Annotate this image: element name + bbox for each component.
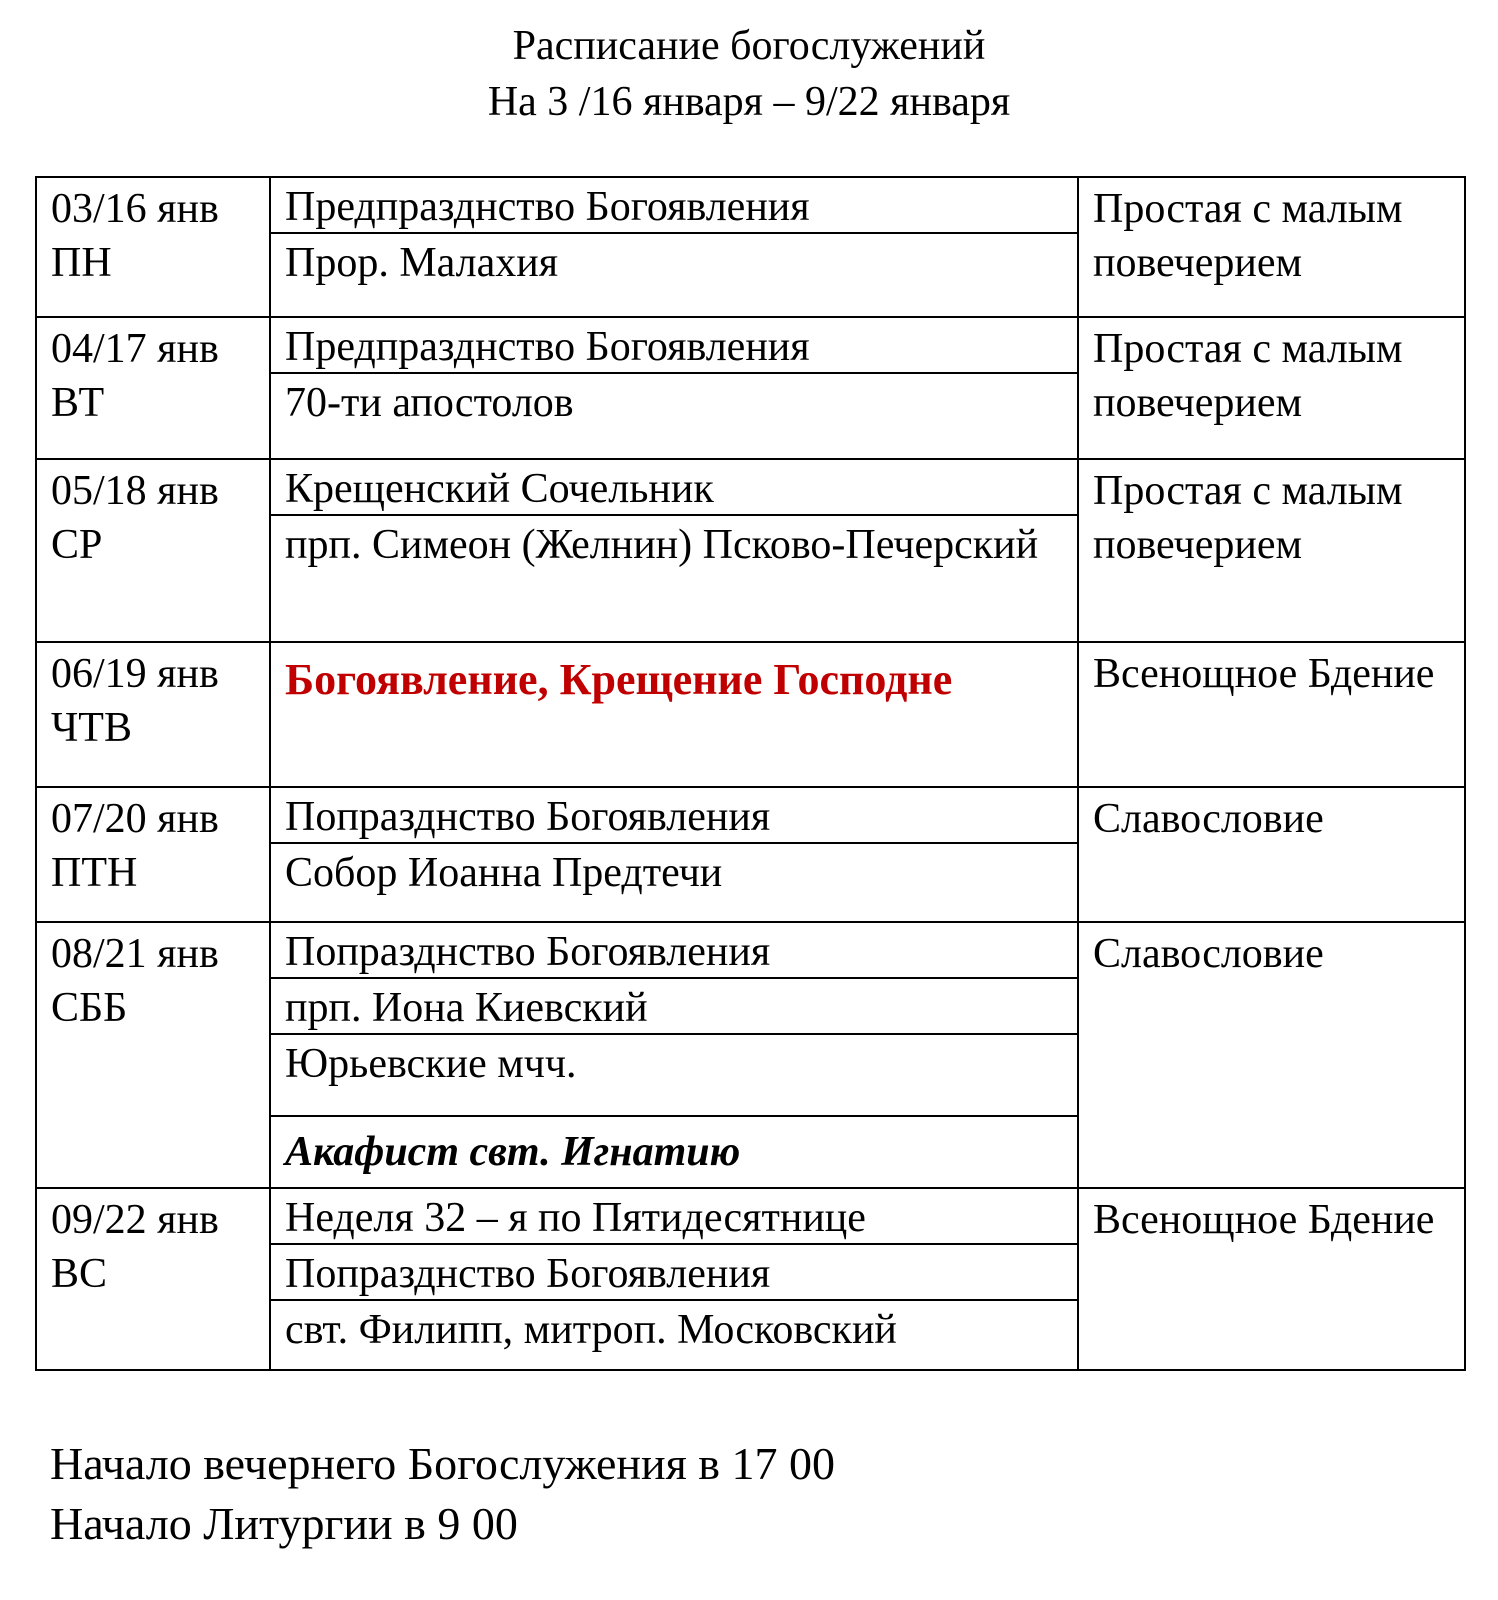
feast-cell bbox=[270, 317, 1078, 459]
date-cell bbox=[36, 1188, 270, 1370]
feast-line: Попразднство Богоявления bbox=[271, 788, 1077, 844]
date-text: 04/17 янв bbox=[51, 326, 219, 372]
liturgy-time: Начало Литургии в 9 00 bbox=[50, 1498, 518, 1549]
date-text: 08/21 янв bbox=[51, 931, 219, 977]
service-cell: Простая с малым повечерием bbox=[1078, 177, 1465, 317]
service-cell: Славословие bbox=[1078, 787, 1465, 922]
great-feast-title: Богоявление, Крещение Господне bbox=[285, 655, 953, 704]
schedule-row bbox=[36, 922, 1465, 1188]
evening-service-time: Начало вечернего Богослужения в 17 00 bbox=[50, 1438, 835, 1489]
feast-cell bbox=[270, 922, 1078, 1188]
weekday-text: СР bbox=[51, 522, 103, 568]
date-cell bbox=[36, 922, 270, 1188]
weekday-text: ВС bbox=[51, 1251, 108, 1297]
schedule-row bbox=[36, 787, 1465, 922]
feast-cell bbox=[270, 177, 1078, 317]
weekday-text: СББ bbox=[51, 985, 128, 1031]
service-cell: Всенощное Бдение bbox=[1078, 1188, 1465, 1370]
feast-cell bbox=[270, 459, 1078, 642]
page-title: Расписание богослужений bbox=[512, 23, 986, 69]
schedule-row bbox=[36, 317, 1465, 459]
schedule-row bbox=[36, 642, 1465, 787]
feast-line: Неделя 32 – я по Пятидесятнице bbox=[271, 1189, 1077, 1245]
weekday-text: ВТ bbox=[51, 380, 105, 426]
schedule-row bbox=[36, 177, 1465, 317]
date-cell bbox=[36, 317, 270, 459]
feast-line: прп. Симеон (Желнин) Псково-Печерский bbox=[285, 522, 1039, 568]
date-cell bbox=[36, 459, 270, 642]
date-text: 07/20 янв bbox=[51, 796, 219, 842]
akathist-line: Акафист свт. Игнатию bbox=[285, 1129, 741, 1175]
date-cell bbox=[36, 177, 270, 317]
feast-line: Предпразднство Богоявления bbox=[271, 318, 1077, 374]
date-text: 03/16 янв bbox=[51, 186, 219, 232]
date-cell bbox=[36, 787, 270, 922]
schedule-table bbox=[35, 176, 1466, 1371]
date-text: 05/18 янв bbox=[51, 468, 219, 514]
schedule-row bbox=[36, 459, 1465, 642]
feast-cell bbox=[270, 1188, 1078, 1370]
weekday-text: ПТН bbox=[51, 850, 138, 896]
feast-line: Прор. Малахия bbox=[285, 240, 559, 286]
schedule-row bbox=[36, 1188, 1465, 1370]
feast-line: Юрьевские мчч. bbox=[271, 1035, 1077, 1117]
date-text: 09/22 янв bbox=[51, 1197, 219, 1243]
page-title-block bbox=[0, 18, 1498, 130]
feast-cell bbox=[270, 642, 1078, 787]
weekday-text: ПН bbox=[51, 240, 112, 286]
feast-line: прп. Иона Киевский bbox=[271, 979, 1077, 1035]
weekday-text: ЧТВ bbox=[51, 705, 132, 751]
feast-cell bbox=[270, 787, 1078, 922]
feast-line: свт. Филипп, митроп. Московский bbox=[285, 1307, 897, 1353]
service-cell: Славословие bbox=[1078, 922, 1465, 1188]
service-cell: Простая с малым повечерием bbox=[1078, 317, 1465, 459]
page-subtitle: На 3 /16 января – 9/22 января bbox=[487, 79, 1011, 125]
service-cell: Простая с малым повечерием bbox=[1078, 459, 1465, 642]
date-cell bbox=[36, 642, 270, 787]
date-text: 06/19 янв bbox=[51, 651, 219, 697]
feast-line: Крещенский Сочельник bbox=[271, 460, 1077, 516]
feast-line: Попразднство Богоявления bbox=[271, 1245, 1077, 1301]
feast-line: Предпразднство Богоявления bbox=[271, 178, 1077, 234]
footer-notes bbox=[50, 1434, 835, 1554]
feast-line: Попразднство Богоявления bbox=[271, 923, 1077, 979]
feast-line: 70-ти апостолов bbox=[285, 380, 574, 426]
service-cell: Всенощное Бдение bbox=[1078, 642, 1465, 787]
feast-line: Собор Иоанна Предтечи bbox=[285, 850, 723, 896]
